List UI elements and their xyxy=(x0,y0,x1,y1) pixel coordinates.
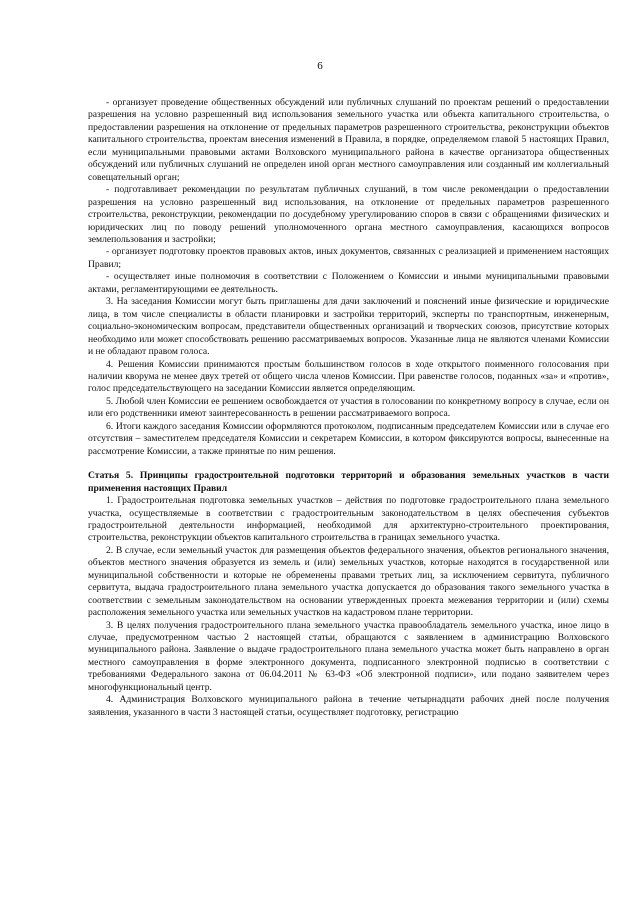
paragraph: 4. Администрация Волховского муниципального района в течение четырнадцати рабочих дней после получения заявления, указанного в части 3 настоящей статьи, осуществляет подготовку, регистрацию xyxy=(88,694,609,718)
paragraph: - осуществляет иные полномочия в соответствии с Положением о Комиссии и иными муниципальными правовыми актами, регламентирующими ее деятельность. xyxy=(88,271,609,295)
paragraph: 2. В случае, если земельный участок для размещения объектов федерального значения, объектов регионального значения, объектов местного значения образуется из земель и (или) земельных участков, которые находятся в государственной или муниципальной собственности и которые не обременены правами третьих лиц, за исключением сервитута, публичного сервитута, выдача градостроительного плана земельного участка допускается до образования такого земельного участка в соответствии с земельным законодательством на основании утвержденных проекта межевания территории и (или) схемы расположения земельного участка или земельных участков на кадастровом плане территории. xyxy=(88,544,609,619)
paragraph: - подготавливает рекомендации по результатам публичных слушаний, в том числе рекомендации о предоставлении разрешения на условно разрешенный вид использования, на отклонение от предельных параметров разрешенного строительства, реконструкции, рекомендации по досудебному урегулированию споров в связи с обращениями физических и юридических лиц по поводу решений уполномоченного органа местного самоуправления, касающихся вопросов землепользования и застройки; xyxy=(88,184,609,245)
document-body xyxy=(88,97,609,719)
page-number: 6 xyxy=(317,60,323,72)
paragraph: 5. Любой член Комиссии ее решением освобождается от участия в голосовании по конкретному вопросу в случае, если он или его родственники имеют заинтересованность в решении рассматриваемого вопроса. xyxy=(88,395,609,420)
paragraph: 4. Решения Комиссии принимаются простым большинством голосов в ходе открытого поименного голосования при наличии кворума не менее двух третей от общего числа членов Комиссии. При равенстве голосов, поданных «за» и «против», голос председательствующего на заседании Комиссии является определяющим. xyxy=(88,358,609,395)
paragraph: - организует подготовку проектов правовых актов, иных документов, связанных с реализацией и применением настоящих Правил; xyxy=(88,246,609,270)
paragraph: 1. Градостроительная подготовка земельных участков – действия по подготовке градостроительного плана земельного участка, осуществляемые в соответствии с градостроительным законодательством в целях обеспечения субъектов градостроительной деятельности информацией, необходимой для архитектурно-строительного проектирования, строительства, реконструкции объектов капитального строительства в границах земельного участка. xyxy=(88,495,609,544)
paragraph: 3. В целях получения градостроительного плана земельного участка правообладатель земельного участка, иное лицо в случае, предусмотренном частью 2 настоящей статьи, обращаются с заявлением в администрацию Волховского муниципального района. Заявление о выдаче градостроительного плана земельного участка может быть направлено в орган местного самоуправления в форме электронного документа, подписанного электронной подписью в соответствии с требованиями Федерального закона от 06.04.2011 № 63-ФЗ «Об электронной подписи», или подано заявителем через многофункциональный центр. xyxy=(88,619,609,693)
paragraph: 6. Итоги каждого заседания Комиссии оформляются протоколом, подписанным председателем Комиссии или в случае его отсутствия – заместителем председателя Комиссии и секретарем Комиссии, в котором фиксируются вопросы, вынесенные на рассмотрение Комиссии, а также принятые по ним решения. xyxy=(88,420,609,457)
paragraph: - организует проведение общественных обсуждений или публичных слушаний по проектам решений о предоставлении разрешения на условно разрешенный вид использования земельного участка или объекта капитального строительства, о предоставлении разрешения на отклонение от предельных параметров разрешенного строительства, реконструкции объектов капитального строительства, проектам внесения изменений в Правила, в порядке, определяемом главой 5 настоящих Правил, если муниципальными правовыми актами Волховского муниципального района в качестве организатора общественных обсуждений или публичных слушаний не определен иной орган местного самоуправления или созданный им коллегиальный совещательный орган; xyxy=(88,97,609,183)
paragraph: 3. На заседания Комиссии могут быть приглашены для дачи заключений и пояснений иные физические и юридические лица, в том числе специалисты в области планировки и застройки территорий, эксперты по транспортным, инженерным, социально-экономическим вопросам, представители общественных организаций и творческих союзов, присутствие которых необходимо или может способствовать решению рассматриваемых вопросов. Указанные лица не являются членами Комиссии и не обладают правом голоса. xyxy=(88,296,609,358)
article-heading: Статья 5. Принципы градостроительной подготовки территорий и образования земельных участков в части применения настоящих Правил xyxy=(88,470,609,494)
